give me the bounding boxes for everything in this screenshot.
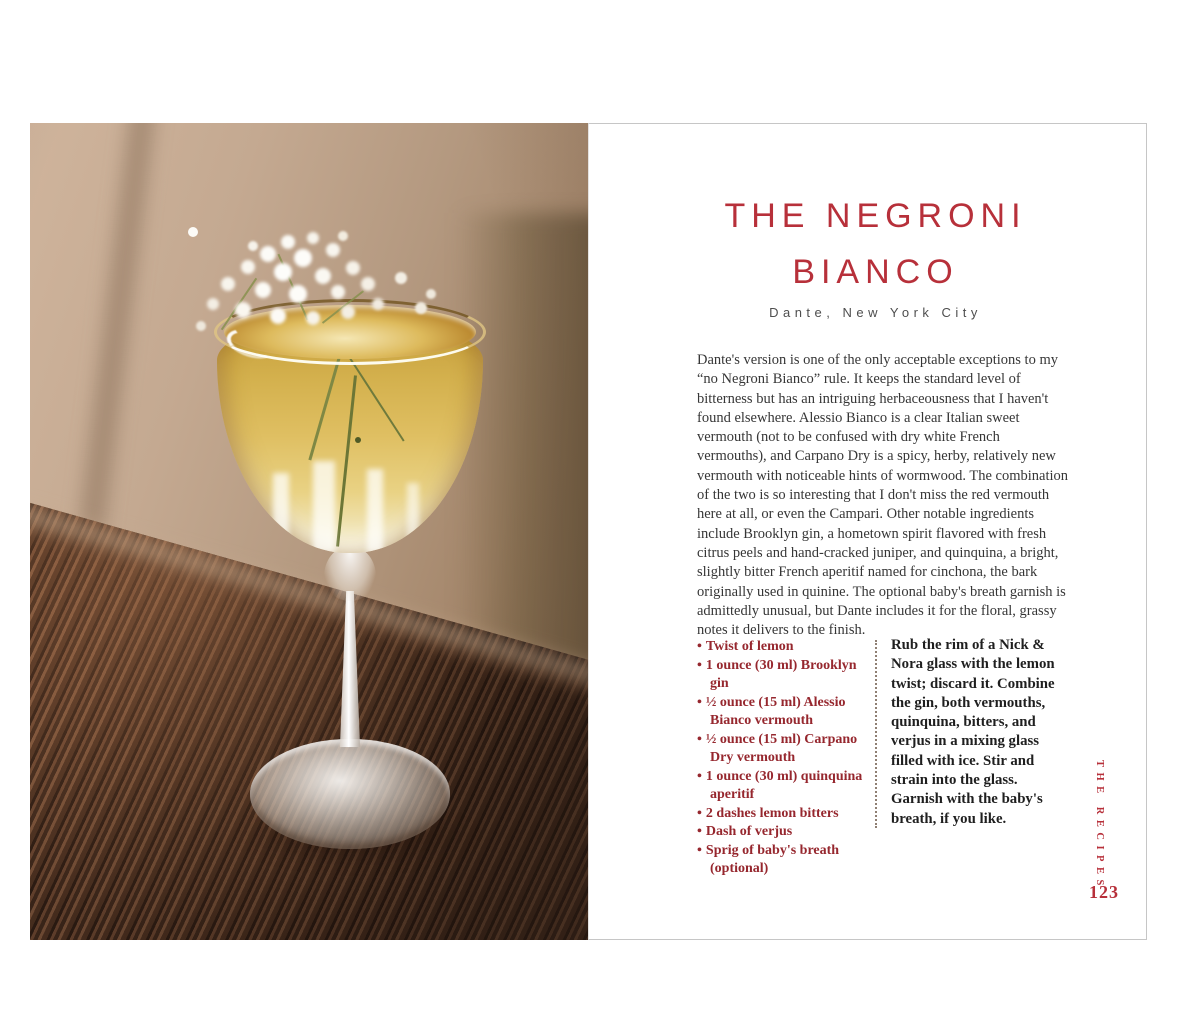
bullet-glyph: •: [697, 639, 702, 654]
ingredients-list: [697, 638, 867, 879]
bullet-glyph: •: [697, 768, 702, 784]
recipe-title: [597, 188, 1154, 300]
photo-page: [30, 123, 588, 940]
ingredient-text: Sprig of baby's breath (optional): [705, 842, 840, 876]
dotted-column-divider: [875, 640, 877, 828]
ingredient-text: Dash of verjus: [705, 824, 793, 839]
bullet-glyph: •: [697, 805, 702, 821]
ingredient-item: [697, 805, 867, 824]
ingredient-text: 1 ounce (30 ml) quinquina aperitif: [705, 768, 863, 802]
recipe-title-line2: BIANCO: [792, 253, 959, 291]
recipe-title-line1: THE NEGRONI: [724, 197, 1027, 235]
ingredient-item: [697, 823, 867, 842]
recipe-intro-paragraph: Dante's version is one of the only acceptable exceptions to my “no Negroni Bianco” rule. It keeps the standard level of bitterness but has an intriguing herbaceousness that I haven't found elsewhere. Alessio Bianco is a clear Italian sweet vermouth (not to be confused with dry white French vermouths), and Carpano Dry is a spicy, herby, relatively new vermouth with noticeable hints of wormwood. The combination of the two is so interesting that I don't miss the red vermouth here at all, or even the Campari. Other notable ingredients include Brooklyn gin, a hometown spirit flavored with fresh citrus peels and hand-cracked juniper, and quinquina, a bright, slightly bitter French aperitif named for cinchona, the bark originally used in quinine. The optional baby's breath garnish is admittedly unusual, but Dante includes it for the floral, grassy notes it delivers to the finish.: [697, 352, 1069, 639]
instructions-text: Rub the rim of a Nick & Nora glass with the lemon twist; discard it. Combine the gin, both vermouths, quinquina, bitters, and verjus in a mixing glass filled with ice. Stir and strain into the glass. Garnish with the baby's breath, if you like.: [891, 637, 1055, 827]
bullet-glyph: •: [697, 824, 702, 839]
section-label-vertical: THE RECIPES: [1094, 760, 1105, 891]
ingredient-text: 2 dashes lemon bitters: [705, 805, 839, 821]
ingredient-item: [697, 842, 867, 879]
open-book-pages: [30, 123, 1147, 940]
bullet-glyph: •: [697, 731, 702, 747]
bullet-glyph: •: [697, 842, 702, 858]
ingredient-item: [697, 768, 867, 805]
ingredient-text: ½ ounce (15 ml) Alessio Bianco vermouth: [705, 694, 846, 728]
ingredient-text: 1 ounce (30 ml) Brooklyn gin: [705, 657, 857, 691]
ingredient-item: [697, 657, 867, 694]
bullet-glyph: •: [697, 694, 702, 710]
ingredient-item: [697, 731, 867, 768]
ingredient-text: ½ ounce (15 ml) Carpano Dry vermouth: [705, 731, 858, 765]
recipe-subtitle: Dante, New York City: [769, 305, 982, 320]
ingredient-item: [697, 694, 867, 731]
ingredient-item: [697, 638, 867, 657]
bullet-glyph: •: [697, 657, 702, 673]
photo-vignette: [30, 123, 588, 940]
page-number: 123: [1089, 882, 1119, 902]
recipe-page: [588, 123, 1147, 940]
ingredient-text: Twist of lemon: [705, 639, 794, 654]
